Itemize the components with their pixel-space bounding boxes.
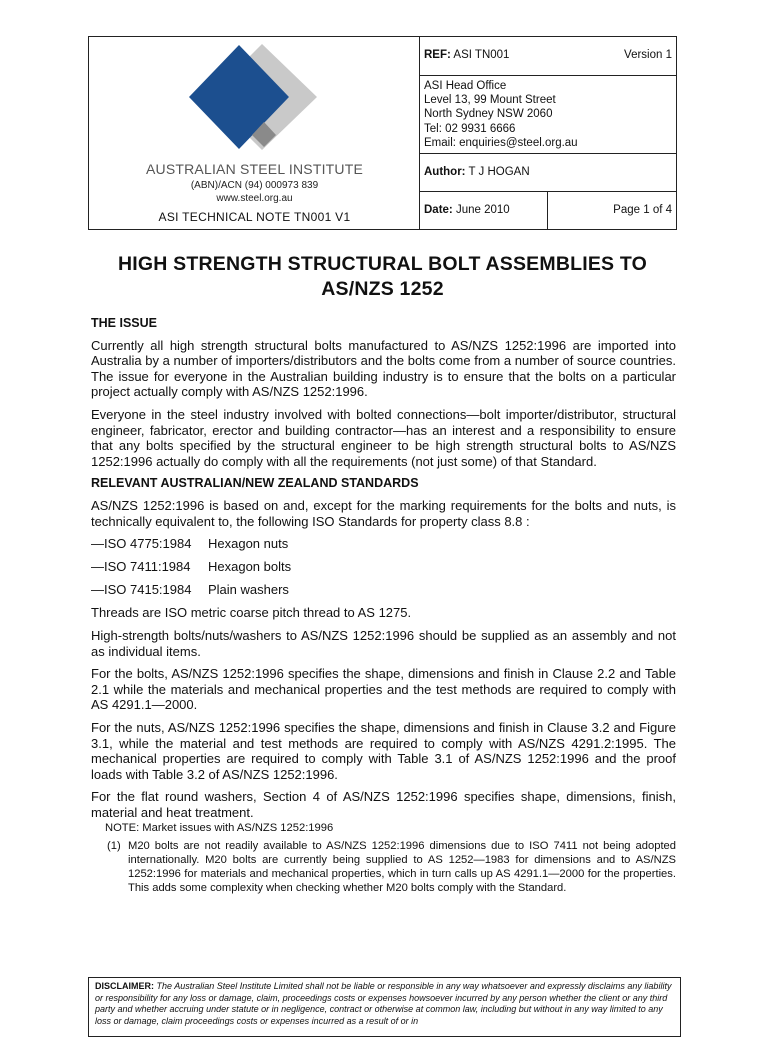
address-lines	[424, 79, 578, 150]
date-value: June 2010	[455, 204, 510, 216]
org-website: www.steel.org.au	[216, 193, 293, 204]
iso-code: —ISO 7411:1984	[91, 559, 191, 575]
section-heading-standards: RELEVANT AUSTRALIAN/NEW ZEALAND STANDARDS	[91, 476, 419, 491]
document-body	[91, 316, 676, 895]
date-label: Date:	[424, 204, 453, 216]
ref-row	[420, 37, 676, 76]
paragraph: For the bolts, AS/NZS 1252:1996 specifies the shape, dimensions and finish in Clause 2.2 and Table 2.1 while the materials and mechanical properties and the test methods are required to comply with AS 4291.1—2000.	[91, 666, 676, 713]
iso-list-item	[91, 536, 676, 552]
paragraph: For the nuts, AS/NZS 1252:1996 specifies the shape, dimensions and finish in Clause 3.2 and Figure 3.1, while the material and test methods are required to comply with AS/NZS 4291.2:1995. The mechanical properties are required to comply with Table 3.1 of AS/NZS 1252:1996 and the proof loads with Table 3.2 of AS/NZS 1252:1996.	[91, 719, 676, 782]
note-text: M20 bolts are not readily available to AS/NZS 1252:1996 dimensions due to ISO 7411 not being adopted internationally. M20 bolts are currently being supplied to AS 1252—1983 for dimensions and to AS/NZS 1252:1996 for materials and mechanical properties, which in turn calls up AS 4291.1—2000 for the properties. This adds some complexity when checking whether M20 bolts comply with the Standard.	[128, 839, 676, 894]
paragraph: For the flat round washers, Section 4 of AS/NZS 1252:1996 specifies shape, dimensions, finish, material and heat treatment.	[91, 789, 676, 820]
section-heading-issue: THE ISSUE	[91, 316, 157, 330]
paragraph: High-strength bolts/nuts/washers to AS/NZS 1252:1996 should be supplied as an assembly and not as individual items.	[91, 628, 676, 659]
document-title	[88, 252, 677, 302]
document-header	[88, 36, 677, 230]
paragraph: Everyone in the steel industry involved with bolted connections—bolt importer/distributor, structural engineer, fabricator, erector and building contractor—has an interest and a responsibility to ensure that any bolts specified by the structural engineer to be high strength structural bolts to AS/NZS 1252:1996 actually do comply with all the requirements (not just some) of that Standard.	[91, 406, 676, 469]
date-cell	[420, 192, 548, 229]
note-item	[107, 839, 676, 895]
version: Version 1	[624, 49, 672, 61]
paragraph: Threads are ISO metric coarse pitch thread to AS 1275.	[91, 605, 412, 621]
page-number: Page 1 of 4	[613, 204, 672, 216]
iso-list-item	[91, 582, 676, 598]
note-title: NOTE: Market issues with AS/NZS 1252:1996	[105, 821, 334, 834]
logo-block	[89, 37, 420, 229]
iso-desc: Hexagon nuts	[208, 536, 289, 552]
asi-logo-icon	[184, 41, 324, 159]
disclaimer-box	[88, 977, 681, 1037]
author-label: Author:	[424, 166, 466, 178]
disclaimer-text: The Australian Steel Institute Limited shall not be liable or responsible in any way whatsoever and expressly disclaims any liability or responsibility for any loss or damage, claim, proceedings costs or expenses howsoever incurred by any person whether the client or any third party and whether accruing under statute or in negligence, contract or otherwise at common law, including but without in any way limited to any loss or damage, claim proceedings costs or expenses incurred as a result of or in	[95, 981, 672, 1026]
author-row	[420, 154, 676, 192]
address-row	[420, 76, 676, 154]
author-value: T J HOGAN	[468, 166, 530, 178]
address-line: ASI Head Office	[424, 80, 507, 92]
iso-code: —ISO 4775:1984	[91, 536, 192, 552]
ref-label: REF:	[424, 49, 451, 61]
ref-value: ASI TN001	[453, 49, 510, 61]
iso-desc: Hexagon bolts	[208, 559, 292, 575]
phone: Tel: 02 9931 6666	[424, 122, 516, 135]
address-line: Level 13, 99 Mount Street	[424, 94, 556, 107]
iso-list-item	[91, 559, 676, 575]
email: Email: enquiries@steel.org.au	[424, 136, 578, 149]
note-number: (1)	[107, 839, 121, 852]
iso-desc: Plain washers	[208, 582, 289, 598]
technical-note-id: ASI TECHNICAL NOTE TN001 V1	[158, 210, 351, 224]
date-row	[420, 192, 676, 229]
org-abn: (ABN)/ACN (94) 000973 839	[190, 180, 319, 191]
disclaimer-label: DISCLAIMER:	[95, 981, 154, 991]
title-line: AS/NZS 1252	[321, 278, 444, 300]
paragraph: Currently all high strength structural bolts manufactured to AS/NZS 1252:1996 are imported into Australia by a number of importers/distributors and the bolts come from a number of source countries. The issue for everyone in the Australian building industry is to ensure that the bolts on a particular project actually comply with AS/NZS 1252:1996.	[91, 337, 676, 400]
address-line: North Sydney NSW 2060	[424, 108, 553, 121]
iso-code: —ISO 7415:1984	[91, 582, 192, 598]
org-name: AUSTRALIAN STEEL INSTITUTE	[145, 161, 364, 177]
paragraph: AS/NZS 1252:1996 is based on and, except for the marking requirements for the bolts and nuts, is technically equivalent to, the following ISO Standards for property class 8.8 :	[91, 497, 676, 529]
title-line: HIGH STRENGTH STRUCTURAL BOLT ASSEMBLIES TO	[118, 253, 647, 275]
